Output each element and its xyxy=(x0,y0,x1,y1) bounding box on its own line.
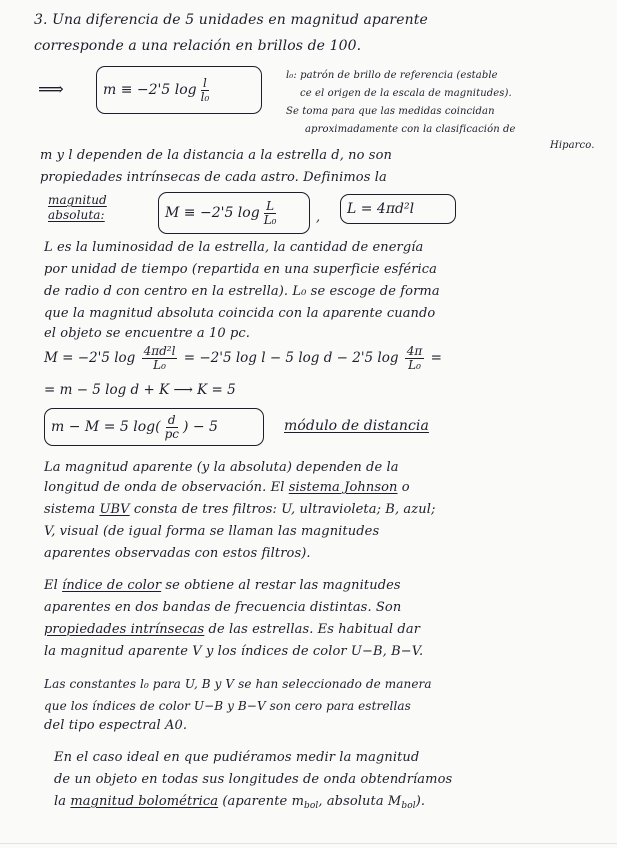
text-span: o xyxy=(397,480,410,495)
text-span: ). xyxy=(415,794,426,809)
text-span: , absoluta M xyxy=(318,794,402,809)
fraction-numerator: l xyxy=(203,75,207,90)
text-line: 3. Una diferencia de 5 unidades en magnitud aparente xyxy=(34,12,428,28)
text-line: por unidad de tiempo (repartida en una superficie esférica xyxy=(44,262,438,277)
formula-luminosity xyxy=(340,194,456,224)
fraction-denominator: L₀ xyxy=(153,358,166,372)
note-line: l₀: patrón de brillo de referencia (estable xyxy=(286,70,498,81)
text-line xyxy=(44,622,420,638)
note-line: Se toma para que las medidas coincidan xyxy=(286,106,495,117)
text-line: la magnitud aparente V y los índices de color U−B, B−V. xyxy=(44,644,424,659)
absolute-magnitude-label: absoluta: xyxy=(48,208,105,222)
text-line: Las constantes l₀ para U, B y V se han seleccionado de manera xyxy=(44,677,432,691)
fraction xyxy=(199,77,212,104)
text-line: La magnitud aparente (y la absoluta) dependen de la xyxy=(44,460,399,475)
text-line xyxy=(44,502,435,518)
fraction xyxy=(163,414,181,441)
distance-modulus-label: módulo de distancia xyxy=(284,418,429,434)
text-line xyxy=(54,794,425,814)
text-span: longitud de onda de observación. El xyxy=(44,480,289,495)
text-line: que la magnitud absoluta coincida con la aparente cuando xyxy=(44,306,436,321)
fraction-denominator: L₀ xyxy=(408,358,421,372)
formula-absolute-magnitude xyxy=(158,192,310,234)
formula-text: = −2'5 log l − 5 log d − 2'5 log xyxy=(183,350,399,366)
intrinsic-properties-term: propiedades intrínsecas xyxy=(44,622,205,637)
johnson-system-term: sistema Johnson xyxy=(288,480,398,495)
formula-text: m ≡ −2'5 log xyxy=(103,82,197,98)
bolometric-magnitude-term: magnitud bolométrica xyxy=(70,794,219,809)
text-line: V, visual (de igual forma se llaman las magnitudes xyxy=(44,524,380,539)
color-index-term: índice de color xyxy=(62,578,162,593)
formula-distance-modulus xyxy=(44,408,264,446)
formula-text: M ≡ −2'5 log xyxy=(165,205,260,221)
fraction-numerator: d xyxy=(167,412,176,427)
arrow-symbol: ⟹ xyxy=(38,79,64,100)
text-span: sistema xyxy=(44,502,100,517)
formula-text: = xyxy=(430,350,442,366)
comma: , xyxy=(316,210,321,225)
absolute-magnitude-label: magnitud xyxy=(48,193,107,207)
text-line: m y l dependen de la distancia a la estrella d, no son xyxy=(40,148,392,163)
formula-text: L = 4πd²l xyxy=(347,201,415,217)
text-span: El xyxy=(44,578,63,593)
fraction-numerator: L xyxy=(266,198,275,213)
text-line: que los índices de color U−B y B−V son cero para estrellas xyxy=(44,699,411,713)
note-line: ce el origen de la escala de magnitudes). xyxy=(300,88,512,99)
note-line: aproximadamente con la clasificación de xyxy=(305,124,516,135)
subscript: bol xyxy=(401,801,416,811)
text-span: consta de tres filtros: U, ultravioleta; B, azul; xyxy=(129,502,436,517)
formula-text: m − M = 5 log( xyxy=(51,419,161,435)
text-span: (aparente m xyxy=(218,794,304,809)
formula-text: M = −2'5 log xyxy=(44,350,136,366)
text-line: de radio d con centro en la estrella). L₀ se escoge de forma xyxy=(44,284,440,299)
text-span: de las estrellas. Es habitual dar xyxy=(204,622,421,637)
fraction xyxy=(142,345,178,372)
fraction-numerator: 4π xyxy=(406,344,423,358)
text-line: corresponde a una relación en brillos de 100. xyxy=(34,38,362,54)
fraction xyxy=(405,345,425,372)
text-line: propiedades intrínsecas de cada astro. Definimos la xyxy=(40,170,387,185)
page-edge xyxy=(0,843,617,844)
equation-line xyxy=(44,345,442,372)
formula-text: ) − 5 xyxy=(182,419,218,435)
text-line: aparentes observadas con estos filtros). xyxy=(44,546,311,561)
fraction-denominator: pc xyxy=(164,426,179,441)
formula-apparent-magnitude xyxy=(96,66,262,114)
text-line: L es la luminosidad de la estrella, la cantidad de energía xyxy=(44,240,424,255)
fraction-numerator: 4πd²l xyxy=(143,344,176,358)
fraction xyxy=(262,200,279,227)
subscript: bol xyxy=(304,801,319,811)
fraction-denominator: l₀ xyxy=(200,89,210,104)
text-span: se obtiene al restar las magnitudes xyxy=(161,578,401,593)
text-line: el objeto se encuentre a 10 pc. xyxy=(44,326,250,341)
text-line: del tipo espectral A0. xyxy=(44,718,188,733)
text-line xyxy=(44,480,410,496)
note-line: Hiparco. xyxy=(550,140,595,151)
text-line: En el caso ideal en que pudiéramos medir la magnitud xyxy=(54,750,420,765)
text-line: de un objeto en todas sus longitudes de onda obtendríamos xyxy=(54,772,453,787)
text-line xyxy=(44,578,401,594)
fraction-denominator: L₀ xyxy=(263,212,277,227)
text-line: aparentes en dos bandas de frecuencia distintas. Son xyxy=(44,600,402,615)
ubv-term: UBV xyxy=(99,502,130,517)
equation-line: = m − 5 log d + K ⟶ K = 5 xyxy=(44,382,236,398)
text-span: la xyxy=(54,794,71,809)
